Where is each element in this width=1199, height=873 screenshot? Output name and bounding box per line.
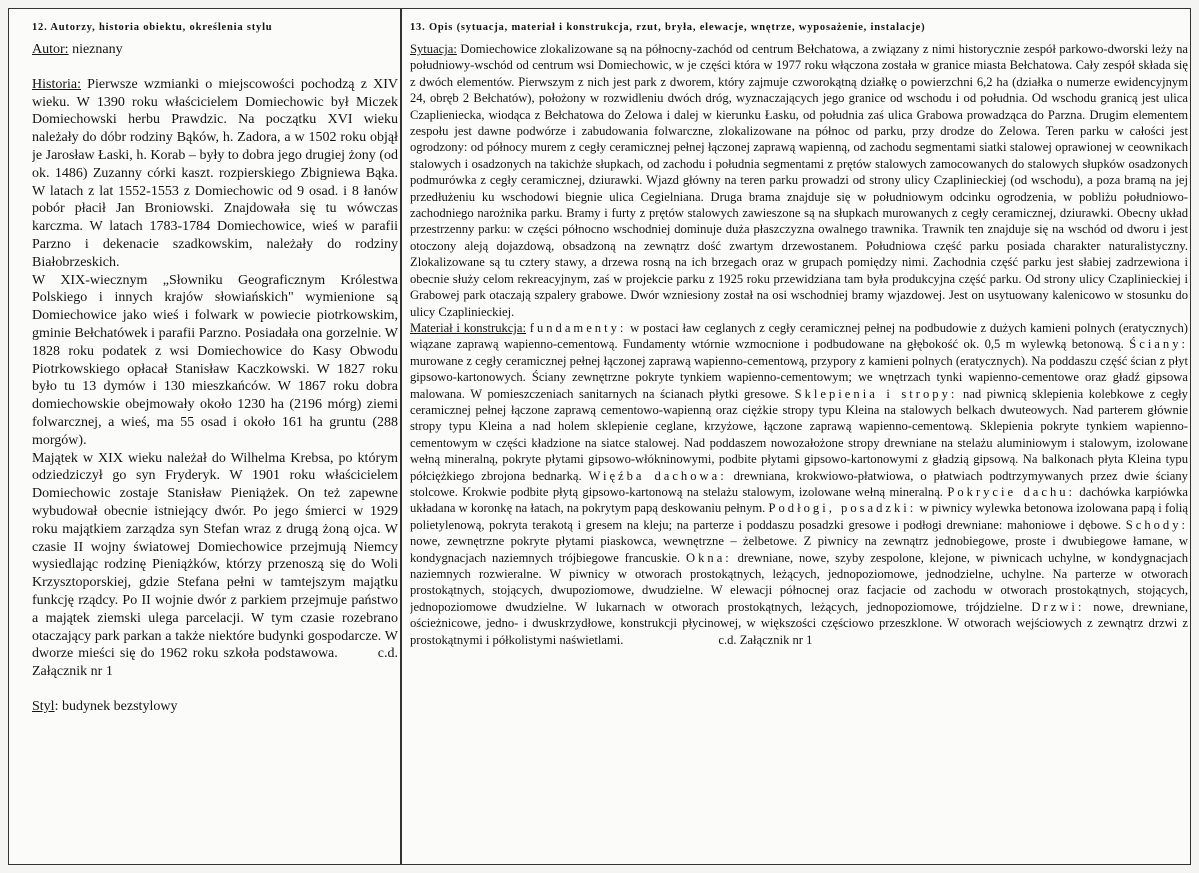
historia-label: Historia: [32,76,81,92]
sciany-keyword: Ściany: [1129,337,1188,352]
autor-label: Autor: [32,42,69,57]
drzwi-keyword: Drzwi: [1031,599,1085,614]
styl-paragraph [32,698,398,716]
podlogi-text: w piwnicy wylewka betonowa izolowana papą i folią polietylenową, pokryta terakotą i gresem na kleju; na parterze i poddaszu posadzki gresowe i podłogi drewniane: mahoniowe i dębowe. [410,501,1188,532]
historia-paragraph [32,76,398,272]
sytuacja-paragraph [410,41,1188,320]
continuation-reference-right: c.d. Załącznik nr 1 [718,632,813,647]
sytuacja-text: Domiechowice zlokalizowane są na północny-zachód od centrum Bełchatowa, a związany z nimi historycznie zespół parkowo-dworski leży na południowy-wschód od centrum wsi Domiechowic, w je części która w 1977 roku włączona została w granice miasta Bełchatowa. Cały zespół składa się z dwóch elementów. Pierwszym z nich jest park z dworem, który zajmuje czworokątną działkę o powierzchni 6,2 ha (działka o numerze ewidencyjnym 24, obręb 2 Bełchatów), położony w rozwidleniu dwóch dróg, wyznaczających jego granice od wschodu i od południa. Od wschodu granicą jest ulica Czaplieniecka, wiodąca z Bełchatowa do Zelowa i dalej w kierunku Łasku, od południa zaś ulica Grabowa prowadząca do Parzna. Drugim elementem zespołu jest dawne podwórze i zabudowania folwarczne, zlokalizowane na północ od parku, przy drodze do Zelowa. Teren parku w całości jest ogrodzony: od północy murem z cegły ceramicznej pełnej łączonej zaprawą wapienną, od zachodu segmentami siatki stalowej oprawionej w ceownikach stalowych i osadzonych na takichże słupkach, od zachodu i południa segmentami z prętów stalowych zamocowanych do stalowych słupków osadzonych podmurówka z cegły ceramicznej, dziurawki. Wjazd główny na teren parku prowadzi od strony ulicy Czaplinieckiej (od wschodu), a poza bramą na jej przedłużeniu ku wschodowi biegnie ulica Cegielniana. Druga brama znajduje się w południowym odcinku ogrodzenia, w pobliżu południowo-zachodniego narożnika parku. Bramy i furty z prętów stalowych zawieszone są na słupkach murowanych z cegły ceramicznej, dziurawki. Obecny układ przestrzenny parku: w części północno wschodniej dominuje duża płaszczyzna owalnego trawnika. Trawnik ten znajduje się na wschód od dworu i jest otoczony aleją dojazdową, obsadzoną na zewnątrz dość zwartym drzewostanem. Południowa część parku posiada charakter naturalistyczny. Zlokalizowane są tu cztery stawy, a drzewa rosną na ich brzegach oraz w grupach pomiędzy nimi. Zachodnia część parku jest słabiej zadrzewiona i obecnie służy celom rekreacyjnym, zaś w projekcie parku z 1925 roku przewidziana tam była produkcyjna część parku. Od strony ulicy Czaplinieckiej i Grabowej park otaczają szpalery grabowe. Dwór wzniesiony został na osi wschodniej bramy wjazdowej. Jest on usytuowany kalenicowo w stosunku do ulicy Czaplinieckiej. [410,42,1188,319]
sklepienia-text: nad piwnicą sklepienia kolebkowe z cegły ceramicznej pełnej łączone zaprawą cementowo-wapienną oraz ciężkie stropy typu Kleina na stalowych belkach dwuteowych. Nad parterem głównie stropy typu Kleina a nad holem sklepienie ceglane, krzyżowe, łączone zaprawą wapienno-cementową. Sklepienia pokryte tynkiem wapienno-cementowym w części kładzione na siatce stalowej. Nad poddaszem nowozałożone stropy drewniane na stelażu aluminiowym i stalowym, izolowane wełną mineralną, pokryte płytami gipsowo-włókninowymi, podbite płytami gipsowo-kartonowymi z gładzią gipsową. Na balkonach płyta Kleina typu półciężkiego zbrojona bednarką. [410,386,1188,483]
material-label: Materiał i konstrukcja: [410,320,526,335]
schody-text: nowe, zewnętrzne pokryte płytami piaskowca, wewnętrzne – żelbetowe. Z piwnicy na zewnątrz jednobiegowe, proste i dwubiegowe łamane, w kondygnacjach naziemnych trójbiegowe francuskie. [410,534,1188,565]
schody-keyword: Schody: [1125,517,1188,532]
sytuacja-label: Sytuacja: [410,42,457,56]
pokrycie-text: dachówka karpiówka układana w koronkę na łatach, na pokrytym papą deskowaniu pełnym. [410,484,1188,516]
fundamenty-text: w postaci ław ceglanych z cegły ceramicznej pełnej na podbudowie z dużych kamieni polnych (eratycznych) wiązane zaprawą wapienno-cementową. Fundamenty wtórnie wzmocnione i podbudowane na głębokość ok. 0,5 m wylewką betonową. [410,320,1188,352]
section-12-heading: 12. Autorzy, historia obiektu, określenia stylu [32,22,273,33]
material-paragraph [410,320,1188,648]
section-13-column [410,8,1188,648]
sklepienia-keyword: Sklepienia i stropy: [794,386,958,401]
continuation-reference: c.d. Załącznik nr 1 [32,646,398,680]
section-13-heading: 13. Opis (sytuacja, materiał i konstrukcja, rzut, bryła, elewacje, wnętrze, wyposażenie, instalacje) [410,22,926,33]
section-12-column [32,8,398,716]
fundamenty-keyword: fundamenty: [529,320,627,335]
wiezba-text: drewniana, krokwiowo-płatwiowa, o płatwiach podtrzymywanych przez dwie ściany stolcowe. Krokwie podbite płytą gipsowo-kartonową na stelażu stalowym, izolowane wełną mineralną. [410,468,1188,499]
styl-label: Styl [32,698,55,714]
majatek-text: Majątek w XIX wieku należał do Wilhelma Krebsa, po którym odziedziczył go syn Fryderyk. W 1901 roku właścicielem Domiechowic zostaje Stanisław Pieniążek. On też zapewne wybudował obecnie istniejący dwór. Po jego śmierci w 1929 roku majątkiem zarządza syn Stefan wraz z drugą żoną ojca. W czasie II wojny światowej Domiechowice przejmują Niemcy wysiedlając rodzinę Pieniążków, którzy przenoszą się do Woli Krzysztoporskiej, gdzie Stefana pełni w tamtejszym majątku funkcję rządcy. Po II wojnie dwór z parkiem przejmuje państwo a majątek ziemski ulega parcelacji. W tym czasie rozebrano otaczający park parkan a także niektóre budynki gospodarcze. W dworze mieści się do 1962 roku szkoła podstawowa. [32,450,398,662]
styl-value: : budynek bezstylowy [54,698,178,714]
column-divider [400,8,402,865]
okna-text: drewniane, nowe, szyby zespolone, klejone, w piwnicach uchylne, w kondygnacjach naziemnych rozwieralne. W piwnicy w otworach prostokątnych, leżących, jednopoziomowe, jednodzielne, uchylne. Na parterze w otworach prostokątnych, stojących, dwupoziomowe, dwudzielne. W elewacji północnej oraz facjacie od zachodu w otworach prostokątnych, stojących, jednopoziomowe dwudzielne. W lukarnach w otworach prostokątnych, leżących, jednopoziomowe, trójdzielne. [410,550,1188,614]
slownik-paragraph: W XIX-wiecznym „Słowniku Geograficznym Królestwa Polskiego i innych krajów słowiańskich" wymienione są Domiechowice jako wieś i folwark w powiecie piotrkowskim, gminie Bełchatówek i parafii Parzno. Posiadała ona gorzelnie. W 1828 roku podatek z wsi Domiechowice do Kasy Obwodu Piotrkowskiego opłacał Stanisław Kaczkowski. W 1827 roku było tu 13 dymów i 130 mieszkańców. W 1867 roku dobra domiechowskie obejmowały około 1230 ha (2196 mórg) ziemi folwarcznej, a wieś, ma 55 osad i około 161 ha gruntu (288 morgów). [32,272,398,448]
historia-text: Pierwsze wzmianki o miejscowości pochodzą z XIV wieku. W 1390 roku właścicielem Domiechowic był Miczek Domiechowski herbu Prawdzic. Na początku XVI wieku należały do dóbr rodziny Bąków, h. Zadora, a w 1502 roku objął je Jarosław Łaski, h. Korab – były to dobra jego drugiej żony (od ok. 1486) Zuzanny córki kaszt. rozpierskiego Zbigniewa Bąka. W latach z lat 1552-1553 z Domiechowic od 9 osad. i 8 łanów pobór płacił Jan Broniowski. Znajdowała się tu wówczas karczma. W latach 1783-1784 Domiechowice, wieś w parafii Parzno i dekenacie szadkowskim, należały do rodziny Białobrzeskich. [32,76,398,270]
podlogi-keyword: Podłogi, posadzki: [768,501,917,516]
pokrycie-keyword: Pokrycie dachu: [947,484,1076,499]
sciany-text: murowane z cegły ceramicznej pełnej łączonej zaprawą wapienno-cementową, przypory z kamieni polnych (eratycznych). Na poddaszu część ścian z płyt gipsowo-kartonowych. Ściany zewnętrzne pokryte tynkiem wapienno-cementowym; we wnętrzach tynki wapienno-cementowe oraz gładź gipsowa malowana. W pomieszczeniach sanitarnych na ścianach płytki gresowe. [410,353,1188,401]
okna-keyword: Okna: [686,550,732,565]
autor-value: nieznany [68,42,123,57]
autor-paragraph [32,41,398,59]
drzwi-text: nowe, drewniane, ościeżnicowe, jedno- i dwuskrzydłowe, konstrukcji płycinowej, w większości częściowo przeszklone. W otworach wejściowych z zewnątrz drzwi z prostokątnymi i półkolistymi naświetlami. [410,599,1188,647]
majatek-paragraph [32,450,398,681]
wiezba-keyword: Więźba dachowa: [588,468,727,483]
